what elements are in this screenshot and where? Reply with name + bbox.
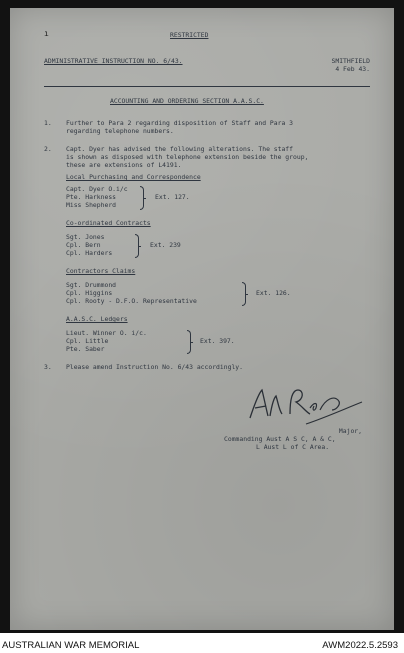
group-heading: A.A.S.C. Ledgers [66, 315, 128, 323]
group-heading: Contractors Claims [66, 267, 136, 275]
instruction-title: ADMINISTRATIVE INSTRUCTION NO. 6/43. [44, 57, 183, 65]
group-brace [140, 186, 144, 210]
signature-rank: Major, [338, 427, 362, 435]
staff-name: Cpl. Little [66, 337, 109, 345]
group-extension: Ext. 397. [200, 337, 235, 345]
para1-number: 1. [44, 119, 52, 127]
staff-name: Cpl. Bern [66, 241, 101, 249]
para2-number: 2. [44, 145, 52, 153]
signature-line1: Commanding Aust A S C, A & C, [224, 435, 336, 443]
section-title: ACCOUNTING AND ORDERING SECTION A.A.S.C. [110, 97, 264, 105]
date: 4 Feb 43. [335, 65, 370, 73]
institution-name: AUSTRALIAN WAR MEMORIAL [2, 640, 140, 651]
staff-name: Cpl. Higgins [66, 289, 113, 297]
handwritten-signature [246, 380, 366, 430]
para3-text: Please amend Instruction No. 6/43 accordingly. [66, 363, 243, 371]
group-extension: Ext. 239 [150, 241, 181, 249]
group-extension: Ext. 126. [256, 289, 291, 297]
staff-name: Pte. Harkness [66, 193, 117, 201]
catalogue-reference: AWM2022.5.2593 [322, 640, 398, 651]
staff-name: Cpl. Rooty - D.F.O. Representative [66, 297, 197, 305]
para1-line2: regarding telephone numbers. [66, 127, 174, 135]
staff-name: Miss Shepherd [66, 201, 117, 209]
group-brace [135, 234, 139, 258]
staff-name: Cpl. Harders [66, 249, 113, 257]
group-brace [187, 330, 191, 354]
group-heading: Local Purchasing and Correspondence [66, 173, 201, 181]
group-brace [242, 282, 246, 306]
para1-line1: Further to Para 2 regarding disposition of Staff and Para 3 [66, 119, 294, 127]
para2-line1: Capt. Dyer has advised the following alterations. The staff [66, 145, 294, 153]
staff-name: Capt. Dyer O.i/c [66, 185, 128, 193]
para2-line3: these are extensions of L4191. [66, 161, 182, 169]
para3-number: 3. [44, 363, 52, 371]
staff-name: Sgt. Drummond [66, 281, 117, 289]
group-heading: Co-ordinated Contracts [66, 219, 151, 227]
staff-name: Sgt. Jones [66, 233, 105, 241]
para2-line2: is shown as disposed with telephone extension beside the group, [66, 153, 309, 161]
header-rule [44, 86, 370, 87]
signature-line2: L Aust L of C Area. [256, 443, 330, 451]
archive-footer [0, 633, 404, 653]
document-page [10, 8, 394, 630]
tick-mark-icon: ı [44, 29, 49, 38]
classification-heading: RESTRICTED [170, 31, 209, 39]
group-extension: Ext. 127. [155, 193, 190, 201]
location: SMITHFIELD [331, 57, 370, 65]
staff-name: Pte. Saber [66, 345, 105, 353]
staff-name: Lieut. Winner O. i/c. [66, 329, 147, 337]
